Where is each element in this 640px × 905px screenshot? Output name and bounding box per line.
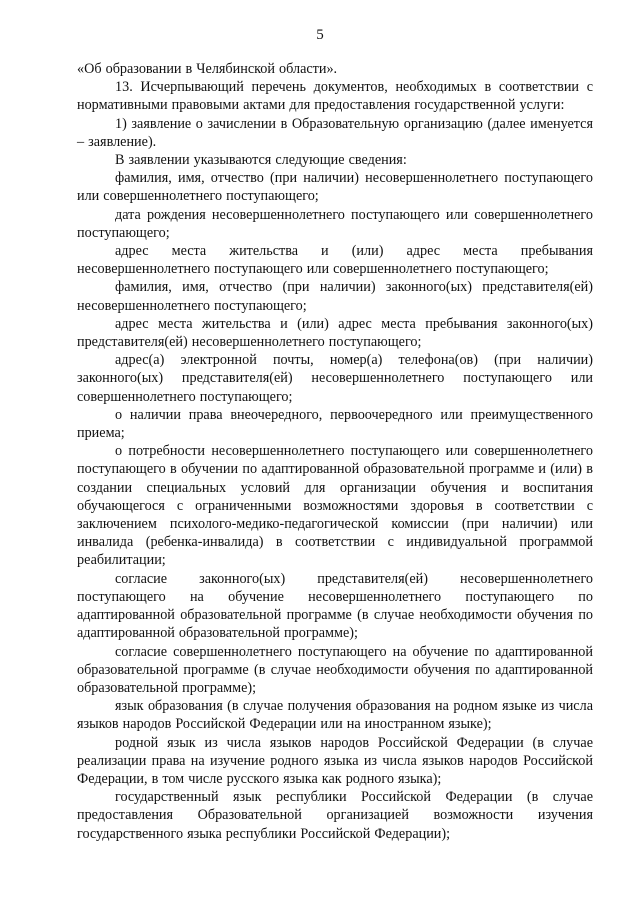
paragraph: язык образования (в случае получения образования на родном языке из числа языков народов Российской Федерации или на иностранном языке); bbox=[77, 698, 593, 733]
paragraph: 13. Исчерпывающий перечень документов, необходимых в соответствии с нормативными правовыми актами для предоставления государственной услуги: bbox=[77, 79, 593, 114]
paragraph: согласие законного(ых) представителя(ей) несовершеннолетнего поступающего на обучение несовершеннолетнего поступающего по адаптированной образовательной программе (в случае необходимости обучения по адаптированной образовательной программе); bbox=[77, 570, 593, 642]
paragraph: «Об образовании в Челябинской области». bbox=[77, 61, 338, 77]
paragraph: родной язык из числа языков народов Российской Федерации (в случае реализации права на изучение родного языка из числа языков народов Российской Федерации, в том числе русского языка как родного языка); bbox=[77, 734, 593, 787]
page-number: 5 bbox=[316, 27, 324, 43]
paragraph: В заявлении указываются следующие сведения: bbox=[115, 152, 407, 169]
paragraph: фамилия, имя, отчество (при наличии) законного(ых) представителя(ей) несовершеннолетнего поступающего; bbox=[77, 279, 593, 314]
paragraph: 1) заявление о зачислении в Образовательную организацию (далее именуется – заявление). bbox=[77, 115, 593, 150]
paragraph: согласие совершеннолетнего поступающего на обучение по адаптированной образовательной программе (в случае необходимости обучения по адаптированной образовательной программе); bbox=[77, 643, 593, 696]
paragraph: о наличии права внеочередного, первоочередного или преимущественного приема; bbox=[77, 406, 593, 442]
paragraph: адрес(а) электронной почты, номер(а) телефона(ов) (при наличии) законного(ых) представителя(ей) несовершеннолетнего поступающего или совершеннолетнего поступающего; bbox=[77, 352, 593, 405]
document-body bbox=[77, 60, 593, 843]
paragraph: адрес места жительства и (или) адрес места пребывания законного(ых) представителя(ей) несовершеннолетнего поступающего; bbox=[77, 315, 593, 351]
paragraph: дата рождения несовершеннолетнего поступающего или совершеннолетнего поступающего; bbox=[77, 206, 593, 241]
paragraph: о потребности несовершеннолетнего поступающего или совершеннолетнего поступающего в обучении по адаптированной образовательной программе и (или) в создании специальных условий для организации обучения и воспитания обучающегося с ограниченными возможностями здоровья в соответствии с заключением психолого-медико-педагогической комиссии (при наличии) или инвалида (ребенка-инвалида) в соответствии с индивидуальной программой реабилитации; bbox=[77, 443, 593, 569]
paragraph: адрес места жительства и (или) адрес места пребывания несовершеннолетнего поступающего или совершеннолетнего поступающего; bbox=[77, 243, 593, 278]
paragraph: фамилия, имя, отчество (при наличии) несовершеннолетнего поступающего или совершеннолетнего поступающего; bbox=[77, 170, 593, 205]
paragraph: государственный язык республики Российской Федерации (в случае предоставления Образовательной организацией возможности изучения государственного языка республики Российской Федерации); bbox=[77, 789, 593, 842]
